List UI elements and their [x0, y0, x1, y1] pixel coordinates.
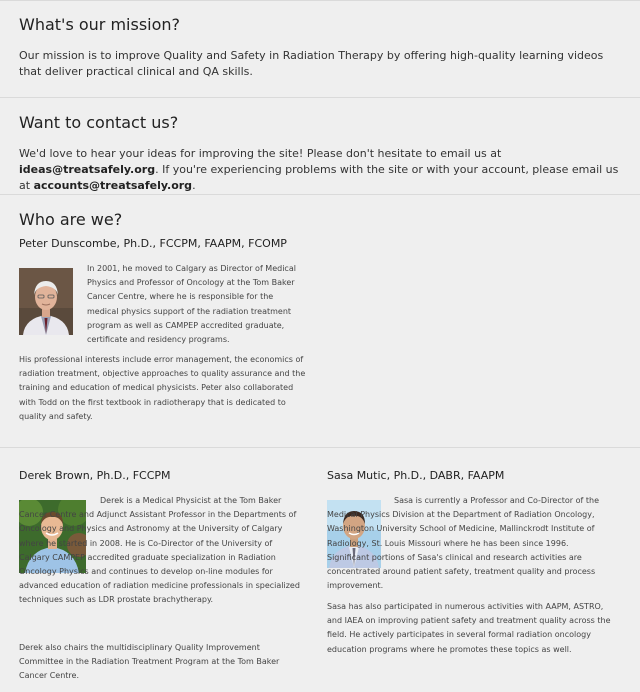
contact-text [19, 146, 624, 194]
peter-bio-2: His professional interests include error management, the economics of radiation treatment, objective approaches to quality assurance and the training and education of medical physicists. Peter also collaborated with Todd on the first textbook in radiotherapy that is dedicated to quality and safety. [19, 355, 306, 421]
mission-heading: What's our mission? [19, 15, 181, 34]
section-divider [0, 194, 640, 195]
contact-heading: Want to contact us? [19, 113, 179, 132]
sasa-bio-2: Sasa has also participated in numerous activities with AAPM, ASTRO, and IAEA on improving patient safety and treatment quality across the field. He actively participates in several formal radiation oncology education programs where he promotes these topics as well. [327, 602, 611, 654]
peter-photo [19, 268, 73, 335]
section-divider [0, 447, 640, 448]
derek-bio-1: Derek is a Medical Physicist at the Tom Baker Cancer Centre and Adjunct Assistant Professor in the Departments of Oncology and Physics and Astronomy at the University of Calgary where he started in 2008. He is Co-Director of the University of Calgary CAMPEP accredited graduate specialization in Radiation Oncology Physics and continues to develop on-line modules for advanced education of radiation medicine professionals in specialized techniques such as LDR prostate brachytherapy. [19, 496, 300, 605]
peter-name: Peter Dunscombe, Ph.D., FCCPM, FAAPM, FCOMP [19, 237, 287, 250]
top-divider [0, 0, 640, 1]
derek-name: Derek Brown, Ph.D., FCCPM [19, 469, 171, 482]
sasa-name: Sasa Mutic, Ph.D., DABR, FAAPM [327, 469, 505, 482]
contact-text-part-1: We'd love to hear your ideas for improving the site! Please don't hesitate to email us at [19, 147, 502, 160]
ideas-email-link[interactable]: ideas@treatsafely.org [19, 163, 156, 176]
team-heading: Who are we? [19, 210, 123, 229]
accounts-email-link[interactable]: accounts@treatsafely.org [33, 179, 193, 192]
derek-bio-2: Derek also chairs the multidisciplinary Quality Improvement Committee in the Radiation Treatment Program at the Tom Baker Cancer Centre. [19, 643, 280, 681]
contact-text-part-3: . [192, 179, 196, 192]
peter-bio-1: In 2001, he moved to Calgary as Director of Medical Physics and Professor of Oncology at the Tom Baker Cancer Centre, where he is responsible for the medical physics support of the radiation treatment program as well as CAMPEP accredited graduate, certificate and residency programs. [87, 264, 296, 345]
section-divider [0, 97, 640, 98]
sasa-bio-1: Sasa is currently a Professor and Co-Director of the Medical Physics Division at the Department of Radiation Oncology, Washington University School of Medicine, Mallinckrodt Institute of Radiology, St. Louis Missouri where he has been since 1996. Significant portions of Sasa's clinical and research activities are concentrated around patient safety, treatment quality and process improvement. [327, 496, 599, 591]
mission-text: Our mission is to improve Quality and Safety in Radiation Therapy by offering high-quality learning videos that deliver practical clinical and QA skills. [19, 49, 604, 78]
contact-text-part-2: . If you're experiencing problems with the site or with your account, please email us at [19, 163, 619, 192]
